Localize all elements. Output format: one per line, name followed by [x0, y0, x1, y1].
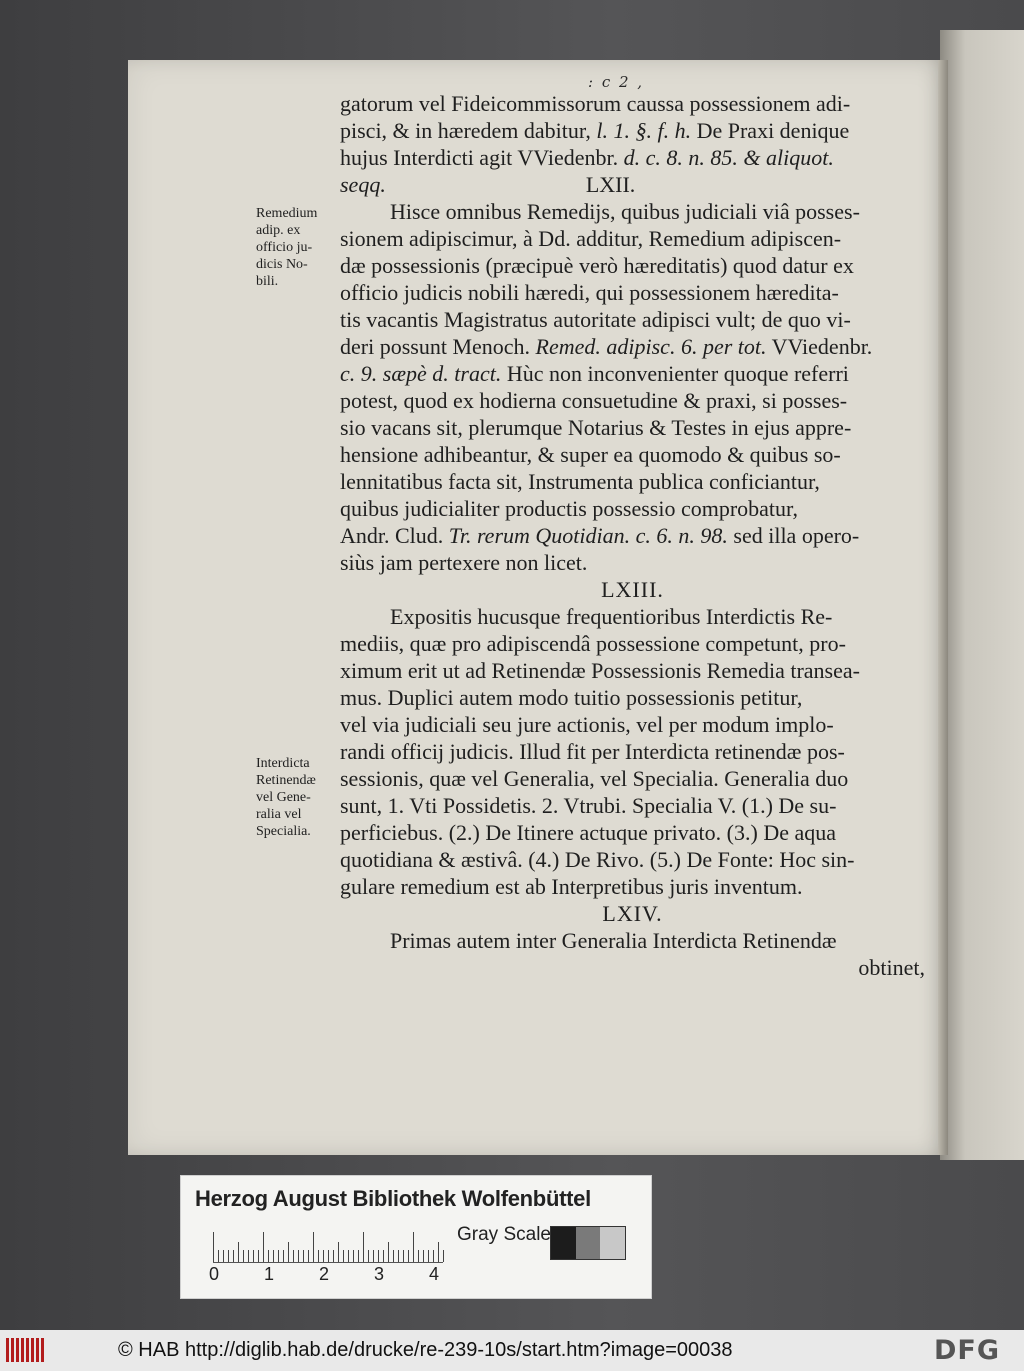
ruler-tick — [248, 1250, 249, 1262]
ruler-tick — [223, 1250, 224, 1262]
dfg-logo: DFG — [934, 1335, 1001, 1366]
text-line: gatorum vel Fideicommissorum caussa possessionem adi- — [340, 91, 851, 116]
ruler-tick — [418, 1250, 419, 1262]
ruler-tick — [383, 1250, 384, 1262]
text-line: dæ possessionis (præcipuè verò hæreditatis) quod datur ex — [340, 253, 854, 278]
ruler-tick — [408, 1250, 409, 1262]
ruler-tick — [303, 1250, 304, 1262]
text-line: tis vacantis Magistratus autoritate adipisci vult; de quo vi- — [340, 307, 851, 332]
ruler-tick — [273, 1250, 274, 1262]
text-line: sessionis, quæ vel Generalia, vel Specialia. Generalia duo — [340, 766, 849, 791]
ruler-tick — [398, 1250, 399, 1262]
swatch-gray — [576, 1227, 601, 1259]
ruler-tick — [238, 1242, 239, 1262]
hab-logo-icon — [6, 1338, 44, 1362]
signature-mark: : c 2 , — [588, 73, 645, 91]
ruler-tick — [218, 1250, 219, 1262]
viewer-footer — [0, 1330, 1024, 1371]
text-line: Primas autem inter Generalia Interdicta Retinendæ — [390, 928, 837, 953]
ruler-tick — [293, 1250, 294, 1262]
ruler-number: 1 — [264, 1264, 275, 1284]
ruler-tick — [318, 1250, 319, 1262]
adjacent-page-edge — [940, 30, 1024, 1160]
ruler-tick — [353, 1250, 354, 1262]
margin-note-remedium: Remedium adip. ex officio ju- dicis No- bili. — [256, 206, 318, 289]
text-line: Hisce omnibus Remedijs, quibus judiciali viâ posses- — [390, 199, 860, 224]
ruler-tick — [338, 1242, 339, 1262]
text-line: mus. Duplici autem modo tuitio possessionis petitur, — [340, 685, 803, 710]
text-line: sionem adipiscimur, à Dd. additur, Remedium adipiscen- — [340, 226, 842, 251]
text-line: ximum erit ut ad Retinendæ Possessionis Remedia transea- — [340, 658, 860, 683]
text-line: lennitatibus facta sit, Instrumenta publica conficiantur, — [340, 469, 820, 494]
gray-scale-swatches — [550, 1226, 626, 1260]
ruler-tick — [403, 1250, 404, 1262]
ruler-number: 0 — [209, 1264, 220, 1284]
text-line: Expositis hucusque frequentioribus Interdictis Re- — [390, 604, 833, 629]
ruler-tick — [413, 1232, 414, 1262]
ruler-tick — [393, 1250, 394, 1262]
ruler-tick — [433, 1250, 434, 1262]
text-line: pisci, & in hæredem dabitur, l. 1. §. f. h. De Praxi denique — [340, 118, 850, 143]
section-heading: LXII. — [585, 172, 636, 197]
text-line: vel via judiciali seu jure actionis, vel per modum implo- — [340, 712, 834, 737]
page-text — [340, 90, 925, 981]
ruler-tick — [438, 1242, 439, 1262]
ruler-tick — [428, 1250, 429, 1262]
ruler-number: 2 — [319, 1264, 330, 1284]
ruler-tick — [423, 1250, 424, 1262]
ruler-tick — [233, 1250, 234, 1262]
text-line: sio vacans sit, plerumque Notarius & Testes in ejus appre- — [340, 415, 852, 440]
text-line: Andr. Clud. Tr. rerum Quotidian. c. 6. n. 98. sed illa opero- — [340, 523, 860, 548]
ruler-tick — [313, 1232, 314, 1262]
ruler-tick — [373, 1250, 374, 1262]
ruler-tick — [308, 1250, 309, 1262]
ruler-tick — [283, 1250, 284, 1262]
text-line: siùs jam pertexere non licet. — [340, 550, 588, 575]
ruler-tick — [358, 1250, 359, 1262]
ruler-tick — [323, 1250, 324, 1262]
ruler-tick — [268, 1250, 269, 1262]
ruler-tick — [348, 1250, 349, 1262]
text-line: gulare remedium est ab Interpretibus juris inventum. — [340, 874, 803, 899]
scale-ruler — [213, 1230, 443, 1263]
ruler-tick — [258, 1250, 259, 1262]
ruler-tick — [368, 1250, 369, 1262]
gray-scale-label: Gray Scale — [457, 1224, 551, 1245]
text-line: deri possunt Menoch. Remed. adipisc. 6. per tot. VViedenbr. — [340, 334, 873, 359]
section-heading: LXIII. — [601, 577, 664, 602]
ruler-tick — [298, 1250, 299, 1262]
text-line: potest, quod ex hodierna consuetudine & praxi, si posses- — [340, 388, 848, 413]
page-fore-edge — [938, 60, 948, 1155]
ruler-tick — [288, 1242, 289, 1262]
ruler-tick — [443, 1250, 444, 1262]
text-line: seqq. LXII. — [340, 172, 636, 197]
ruler-tick — [388, 1242, 389, 1262]
ruler-number: 4 — [429, 1264, 440, 1284]
text-line: officio judicis nobili hæredi, qui possessionem hæredita- — [340, 280, 839, 305]
ruler-tick — [278, 1250, 279, 1262]
ruler-tick — [228, 1250, 229, 1262]
text-line: perficiebus. (2.) De Itinere actuque privato. (3.) De aqua — [340, 820, 836, 845]
ruler-tick — [378, 1250, 379, 1262]
text-line: randi officij judicis. Illud fit per Interdicta retinendæ pos- — [340, 739, 845, 764]
swatch-black — [551, 1227, 576, 1259]
ruler-tick — [333, 1250, 334, 1262]
ruler-tick — [213, 1232, 214, 1262]
text-line: hensione adhibeantur, & super ea quomodo & quibus so- — [340, 442, 841, 467]
catchword: obtinet, — [858, 955, 925, 980]
ruler-tick — [328, 1250, 329, 1262]
ruler-tick — [243, 1250, 244, 1262]
text-line: quibus judicialiter productis possessio comprobatur, — [340, 496, 798, 521]
text-line: c. 9. sæpè d. tract. Hùc non inconvenienter quoque referri — [340, 361, 849, 386]
ruler-number: 3 — [374, 1264, 385, 1284]
text-line: sunt, 1. Vti Possidetis. 2. Vtrubi. Specialia V. (1.) De su- — [340, 793, 837, 818]
section-heading: LXIV. — [602, 901, 663, 926]
ruler-tick — [263, 1232, 264, 1262]
library-color-target — [180, 1175, 652, 1299]
ruler-tick — [253, 1250, 254, 1262]
text-line: hujus Interdicti agit VViedenbr. d. c. 8. n. 85. & aliquot. — [340, 145, 834, 170]
library-name: Herzog August Bibliothek Wolfenbüttel — [195, 1186, 591, 1211]
ruler-tick — [343, 1250, 344, 1262]
swatch-light — [600, 1227, 625, 1259]
copyright-url[interactable]: © HAB http://diglib.hab.de/drucke/re-239-10s/start.htm?image=00038 — [118, 1339, 733, 1361]
text-line: quotidiana & æstivâ. (4.) De Rivo. (5.) De Fonte: Hoc sin- — [340, 847, 855, 872]
text-line: mediis, quæ pro adipiscendâ possessione competunt, pro- — [340, 631, 846, 656]
ruler-tick — [363, 1232, 364, 1262]
margin-note-interdicta: Interdicta Retinendæ vel Gene- ralia vel Specialia. — [256, 756, 316, 839]
